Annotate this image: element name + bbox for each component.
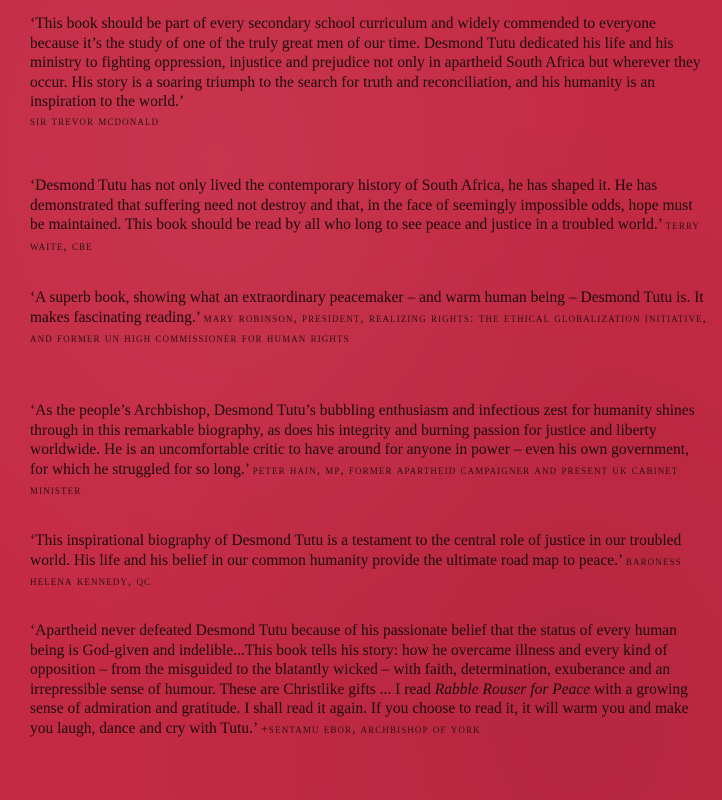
quote-hain [30,401,708,501]
quote-text: ‘A superb book, showing what an extraordinary peacemaker – and warm human being – Desmond Tutu is. It makes fascinating reading.’ [30,289,704,326]
book-title: Rabble Rouser for Peace [434,680,591,698]
quote-attribution: baroness helena kennedy, qc [30,553,682,589]
quote-text-continued: with a growing sense of admiration and gratitude. I shall read it again. If you choose to read it, it will warm you and make you laugh, dance and cry with Tutu.’ [30,680,689,737]
quote-attribution: +sentamu ebor, archbishop of york [260,721,481,736]
quote-attribution: terry waite, cbe [30,218,701,253]
quote-robinson [30,288,708,349]
quote-waite [30,176,708,256]
quote-text: ‘Apartheid never defeated Desmond Tutu because of his passionate belief that the status of every human being is God-given and indelible...This book tells his story: how he overcame illness and every kind of opposition – from the misguided to the blatantly wicked – with faith, determination, exuberance and an irrepressible sense of humour. These are Christlike gifts ... I read [30,622,677,698]
quote-attribution: mary robinson, president, realizing rights: the ethical globalization initiative, and former un high commissioner for human rights [30,310,708,346]
quote-mcdonald [30,14,708,132]
quote-sentamu [30,621,708,740]
quote-text: ‘Desmond Tutu has not only lived the contemporary history of South Africa, he has shaped it. He has demonstrated that suffering need not destroy and that, in the face of seemingly impossible odds, hope must be maintained. This book should be read by all who long to see peace and justice in a troubled world.’ [30,177,693,234]
quote-text: ‘This inspirational biography of Desmond Tutu is a testament to the central role of justice in our troubled world. His life and his belief in our common humanity provide the ultimate road map to peace.’ [30,532,682,569]
quote-text: ‘This book should be part of every secondary school curriculum and widely commended to everyone because it’s the study of one of the truly great men of our time. Desmond Tutu dedicated his life and his ministry to fighting oppression, injustice and prejudice not only in apartheid South Africa but wherever they occur. His story is a soaring triumph to the search for truth and reconciliation, and his humanity is an inspiration to the world.’ [30,15,701,111]
quote-attribution: sir trevor mcdonald [30,113,160,128]
quote-text: ‘As the people’s Archbishop, Desmond Tutu’s bubbling enthusiasm and infectious zest for humanity shines through in this remarkable biography, as does his integrity and burning passion for justice and liberty worldwide. He is an uncomfortable critic to have around for anyone in power – even his own government, for which he struggled for so long.’ [30,402,695,478]
quote-kennedy [30,531,708,592]
quote-attribution: peter hain, mp, former apartheid campaigner and present uk cabinet minister [30,462,679,498]
